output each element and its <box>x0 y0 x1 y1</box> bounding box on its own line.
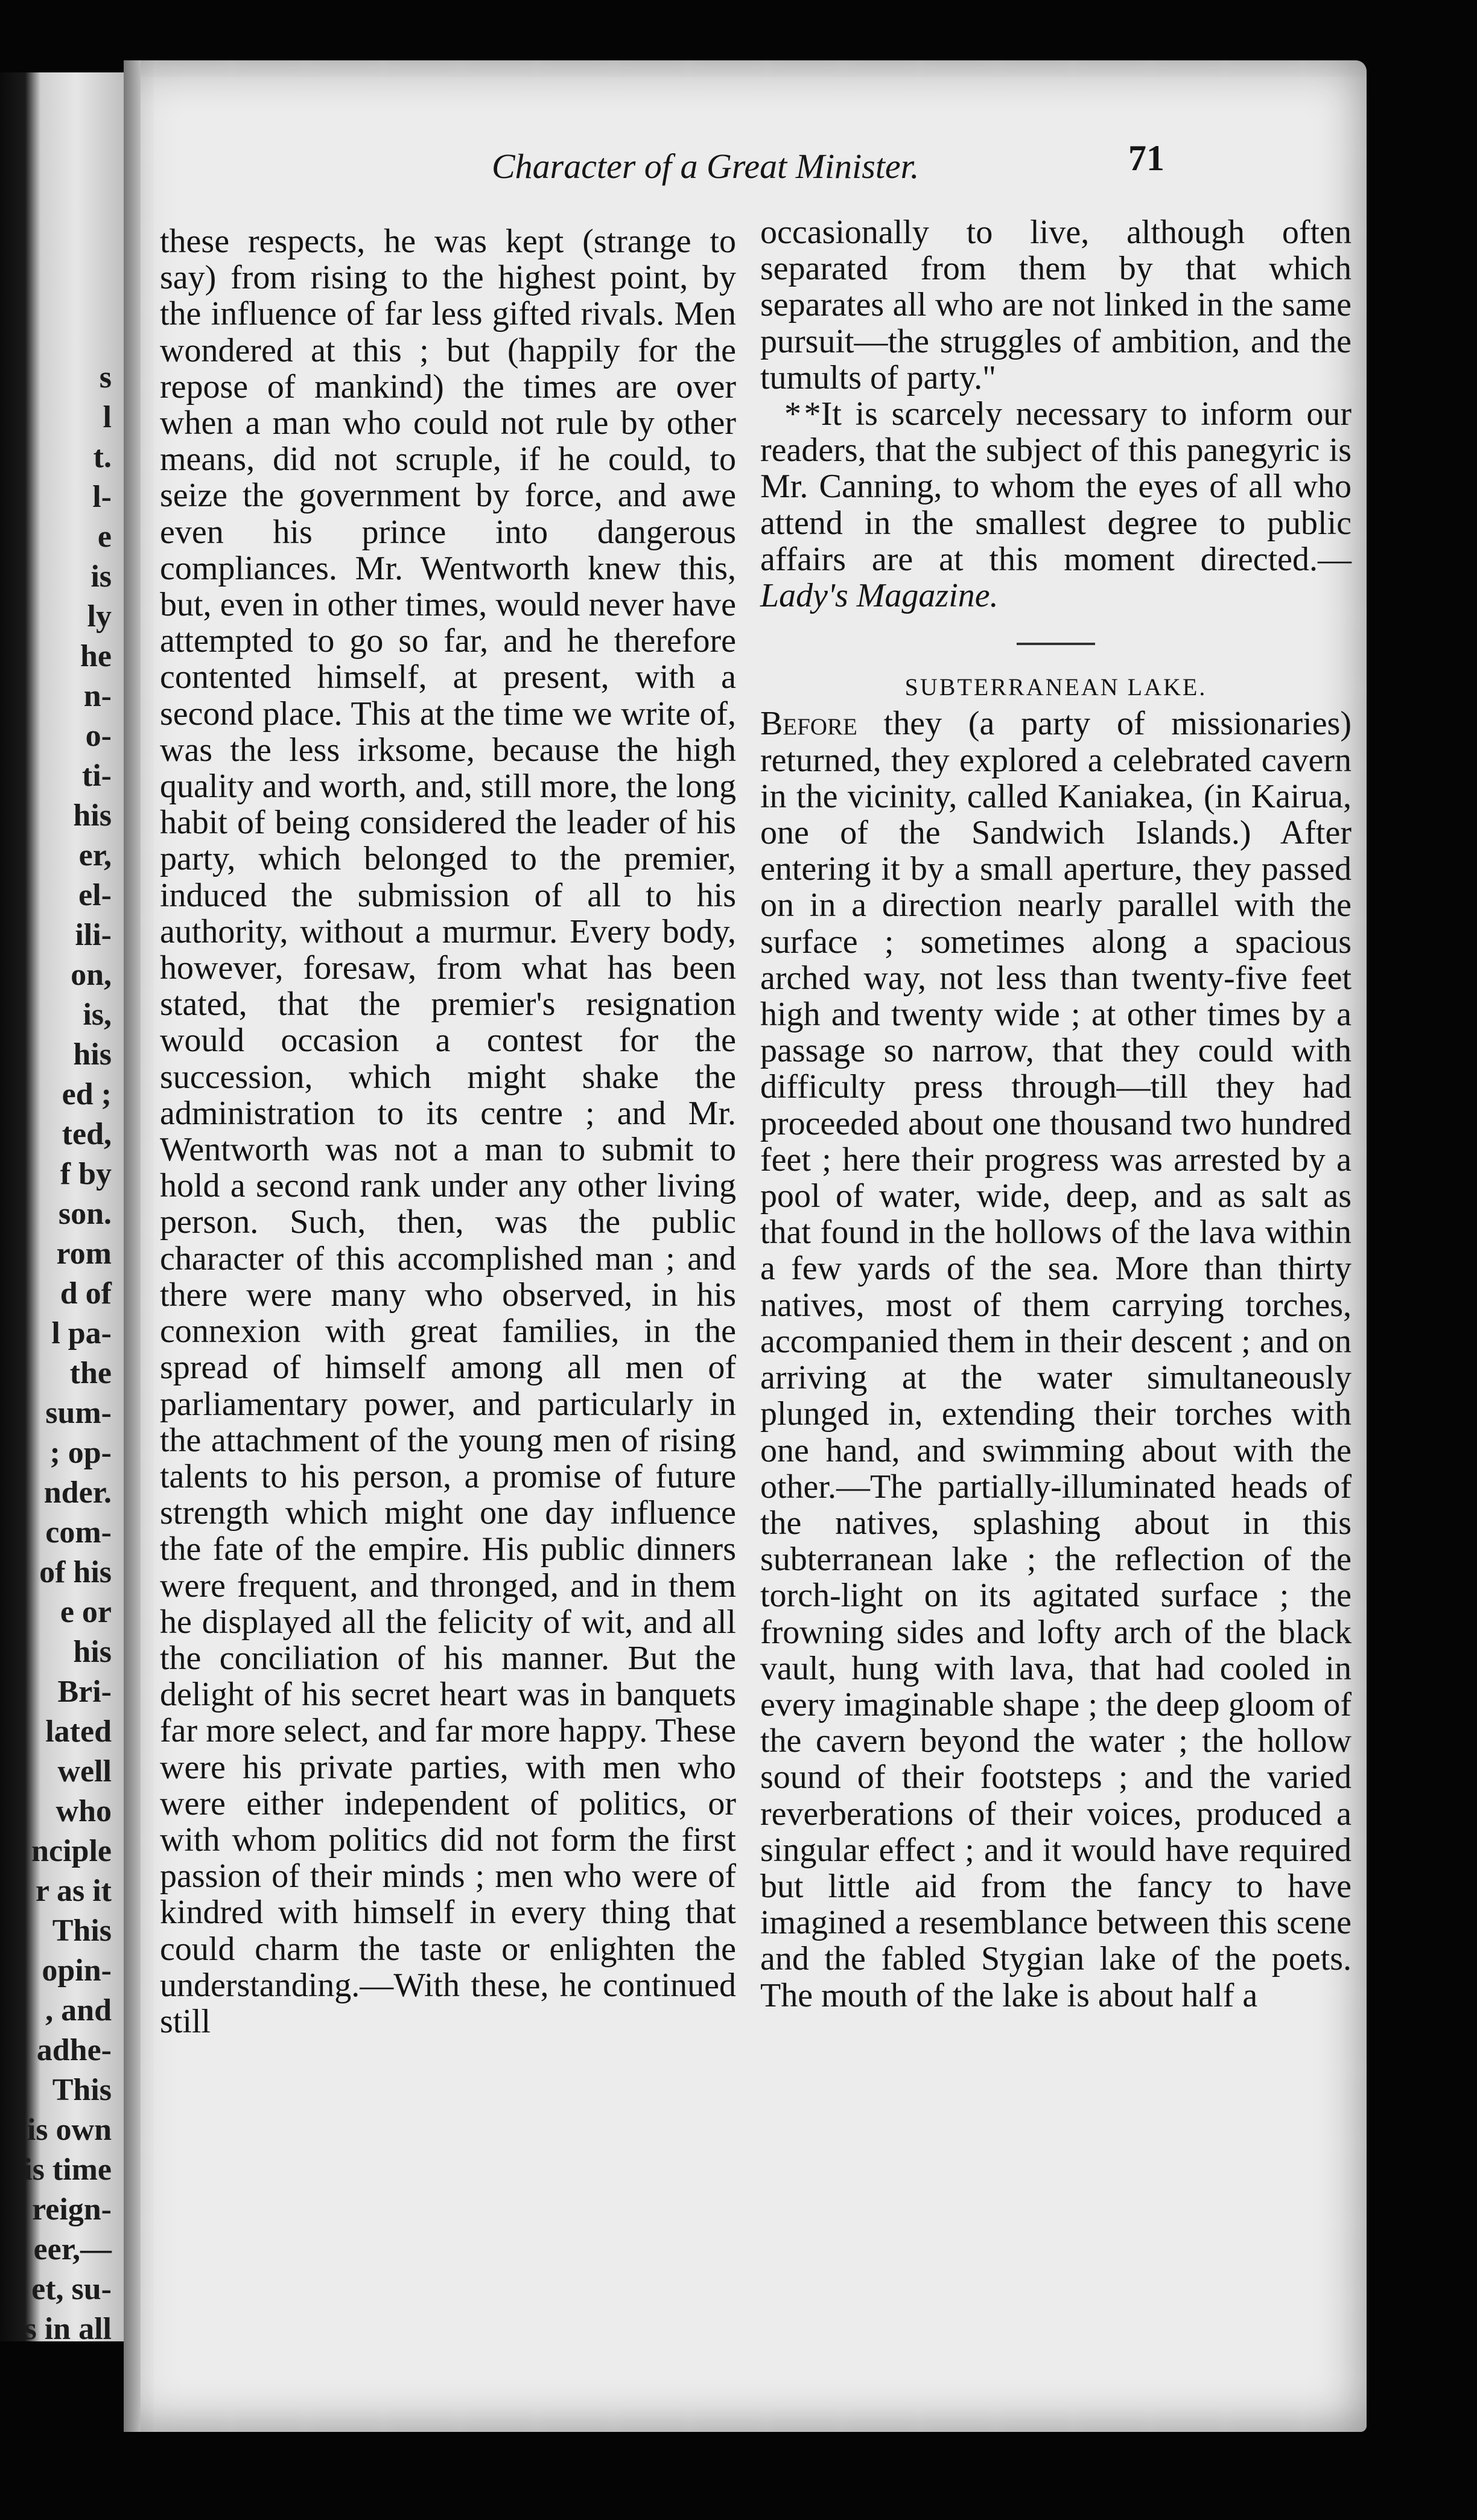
margin-fragment: e or <box>60 1595 112 1629</box>
margin-fragment: reign- <box>32 2192 112 2227</box>
margin-fragment: s in all <box>24 2312 112 2346</box>
margin-fragment: com- <box>45 1515 112 1550</box>
section-title: SUBTERRANEAN LAKE. <box>904 673 1207 701</box>
margin-fragment: on, <box>71 958 112 992</box>
margin-fragment: , and <box>45 1993 112 2028</box>
margin-fragment: l pa- <box>51 1316 112 1351</box>
margin-fragment: f by <box>60 1157 112 1191</box>
margin-fragment: n- <box>83 679 112 713</box>
section-body-text: they (a party of missionaries) returned, they explored a celebrated cavern in the vicinity, called Kaniakea, (in Kairua, one of the Sandwich Islands.) After entering it by a small aperture, they passed on in a direction nearly parallel with the surface ; sometimes along a spacious arched way, not less than twenty-five feet high and twenty wide ; at other times by a passage so narrow, that they could with difficulty press through—till they had proceeded about one thousand two hundred feet ; here their progress was arrested by a pool of water, wide, deep, and as salt as that found in the hollows of the lava within a few yards of the sea. More than thirty natives, most of them carrying torches, accompanied them in their descent ; and on arriving at the water simultaneously plunged in, extending their torches with one hand, and swimming about with the other.—The partially-illuminated heads of the natives, splashing about in this subterranean lake ; the reflection of the torch-light on its agitated surface ; the frowning sides and lofty arch of the black vault, hung with lava, that had cooled in every imaginable shape ; the deep gloom of the cavern beyond the water ; the hollow sound of their footsteps ; and the varied reverberations of their voices, produced a singular effect ; and it would have required but little aid from the fancy to have imagined a resemblance between this scene and the fabled Stygian lake of the poets. The mouth of the lake is about half a <box>760 705 1352 2014</box>
margin-fragment: This <box>52 2073 112 2107</box>
page-gutter <box>124 60 141 2432</box>
margin-fragment: ed ; <box>62 1077 112 1112</box>
margin-fragment: opin- <box>42 1953 112 1988</box>
margin-fragment: e <box>97 520 112 554</box>
editor-note <box>760 396 1352 614</box>
margin-fragment: well <box>57 1754 112 1789</box>
margin-fragment: the <box>69 1356 112 1390</box>
margin-fragment: is time <box>24 2152 112 2187</box>
book-page <box>124 60 1367 2432</box>
margin-fragment: lated <box>45 1714 112 1749</box>
margin-fragment: s <box>99 360 112 395</box>
margin-fragment: r as it <box>35 1874 112 1908</box>
margin-fragment: d of <box>60 1276 112 1311</box>
margin-fragment: ted, <box>62 1117 112 1151</box>
margin-fragment: ili- <box>75 918 112 952</box>
margin-fragment: his <box>73 798 112 833</box>
margin-fragment: is <box>91 559 112 594</box>
right-column <box>760 214 1352 2350</box>
margin-fragment: sum- <box>45 1396 112 1430</box>
note-credit: Lady's Magazine. <box>760 577 999 615</box>
margin-fragment: adhe- <box>36 2033 112 2067</box>
margin-fragment: of his <box>39 1555 112 1589</box>
margin-fragment: is own <box>27 2113 112 2147</box>
margin-fragment: o- <box>85 719 112 753</box>
margin-fragment: Bri- <box>57 1675 112 1709</box>
margin-fragment: son. <box>58 1197 112 1231</box>
page-number: 71 <box>1128 138 1164 178</box>
margin-fragment: he <box>80 639 112 673</box>
section-divider <box>1017 643 1095 645</box>
margin-fragment: eer,— <box>33 2232 112 2267</box>
left-column-text: these respects, he was kept (strange to say) from rising to the highest point, by the influence of far less gifted rivals. Men wondered at this ; but (happily for the repose of mankind) the times are over when a man who could not rule by other means, did not scruple, if he could, to seize the government by force, and awe even his prince into dangerous compliances. Mr. Wentworth knew this, but, even in other times, would never have attempted to go so far, and he therefore contented himself, at present, with a second place. This at the time we write of, was the less irksome, because the high quality and worth, and, still more, the long habit of being considered the leader of his party, which belonged to the premier, induced the submission of all to his authority, without a murmur. Every body, however, foresaw, from what has been stated, that the premier's resignation would occasion a contest for the succession, which might shake the administration to its centre ; and Mr. Wentworth was not a man to submit to hold a second rank under any other living person. Such, then, was the public character of this accomplished man ; and there were many who observed, in his connexion with great families, in the spread of himself among all men of parliamentary power, and particularly in the attachment of the young men of rising talents to his person, a promise of future strength which might one day influence the fate of the empire. His public dinners were frequent, and thronged, and in them he displayed all the felicity of wit, and all the conciliation of his manner. But the delight of his secret heart was in banquets far more select, and far more happy. These were his private parties, with men who were either independent of politics, or with whom politics did not form the first passion of their minds ; men who were of kindred with himself in every thing that could charm the taste or enlighten the understanding.—With these, he continued still <box>160 223 736 2040</box>
margin-fragment: rom <box>56 1236 112 1271</box>
margin-fragment: t. <box>93 440 112 474</box>
note-asterisks: * * <box>784 395 821 433</box>
margin-fragment: his <box>73 1037 112 1072</box>
margin-fragment: l- <box>92 480 112 514</box>
margin-fragment: is, <box>83 998 112 1032</box>
margin-fragment: el- <box>78 878 112 912</box>
section-body <box>760 705 1352 2013</box>
left-column <box>160 223 736 2353</box>
margin-fragment: er, <box>78 838 112 873</box>
margin-fragment: ly <box>87 599 112 634</box>
margin-fragment: ; op- <box>49 1436 112 1470</box>
margin-fragment: nciple <box>31 1834 112 1868</box>
margin-fragment: et, su- <box>31 2272 112 2306</box>
running-head: Character of a Great Minister. <box>492 147 920 186</box>
margin-fragment: l <box>103 400 112 434</box>
margin-fragment: who <box>56 1794 112 1828</box>
margin-fragment: This <box>52 1914 112 1948</box>
quote-ending: occasionally to live, although often separated from them by that which separates all who are not linked in the same pursuit—the struggles of ambition, and the tumults of party." <box>760 214 1352 396</box>
margin-fragment: ti- <box>81 759 112 793</box>
note-text: It is scarcely necessary to inform our readers, that the subject of this panegyric is Mr. Canning, to whom the eyes of all who attend in the smallest degree to public affairs are at this moment directed.— <box>760 395 1352 578</box>
section-lead-word: Before <box>760 705 857 743</box>
adjacent-page-fragments <box>0 362 124 2353</box>
margin-fragment: nder. <box>43 1475 112 1510</box>
margin-fragment: his <box>73 1635 112 1669</box>
